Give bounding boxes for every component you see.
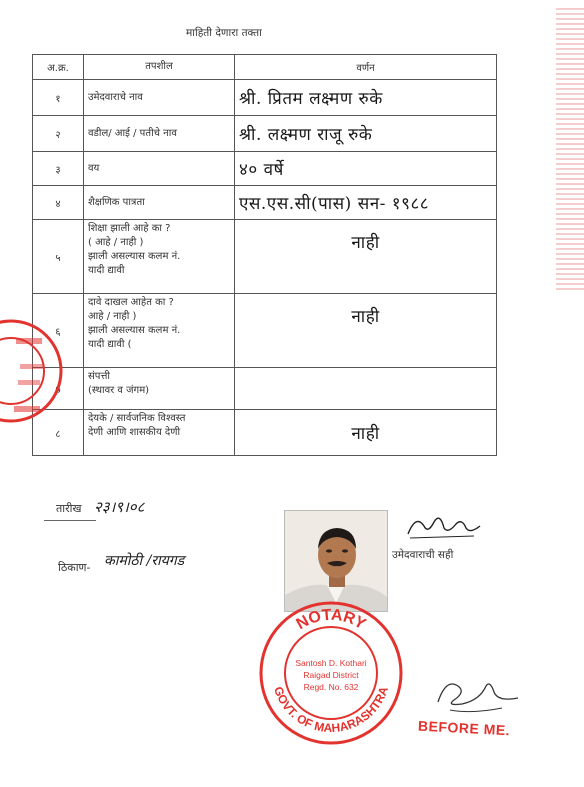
- row-label-line: शिक्षा झाली आहे का ?: [88, 223, 171, 234]
- row-value: [235, 368, 497, 410]
- row-label: [84, 368, 235, 410]
- info-table: [32, 54, 497, 456]
- table-row: [33, 220, 497, 294]
- table-row: [33, 116, 497, 152]
- row-label-line: यादी द्यावी: [88, 265, 125, 276]
- table-row: [33, 294, 497, 368]
- row-number: ८: [33, 410, 84, 456]
- seal-govt-text: GOVT. OF MAHARASHTRA: [271, 684, 391, 736]
- row-label: [84, 410, 235, 456]
- row-value: नाही: [235, 220, 497, 294]
- header-detail: तपशील: [84, 55, 235, 80]
- candidate-signature: [404, 512, 484, 546]
- row-label-line: देणी आणि शासकीय देणी: [88, 427, 181, 438]
- table-body: [33, 80, 497, 456]
- row-value: ४० वर्षे: [235, 152, 497, 186]
- notary-signature: [432, 672, 522, 722]
- place-label: ठिकाण-: [58, 561, 91, 574]
- row-value: श्री. लक्ष्मण राजू रुके: [235, 116, 497, 152]
- row-label: [84, 152, 235, 186]
- row-value: नाही: [235, 410, 497, 456]
- row-label-line: देयके / सार्वजनिक विश्वस्त: [88, 413, 186, 424]
- row-label: [84, 294, 235, 368]
- row-label: [84, 220, 235, 294]
- table-row: [33, 410, 497, 456]
- header-description: वर्णन: [235, 55, 497, 80]
- row-value: एस.एस.सी(पास) सन- १९८८: [235, 186, 497, 220]
- table-row: [33, 186, 497, 220]
- row-number: ३: [33, 152, 84, 186]
- before-me-stamp: BEFORE ME.: [417, 717, 511, 739]
- row-label: [84, 116, 235, 152]
- row-label-line: आहे / नाही ): [88, 311, 137, 322]
- seal-district: Raigad District: [303, 670, 359, 680]
- row-label-line: दावे दाखल आहेत का ?: [88, 297, 174, 308]
- table-header-row: [33, 55, 497, 80]
- row-label: [84, 186, 235, 220]
- row-label-line: ( आहे / नाही ): [88, 237, 144, 248]
- row-label-line: शैक्षणिक पात्रता: [88, 196, 145, 208]
- partial-seal-left: [0, 316, 66, 426]
- candidate-photo: [284, 510, 388, 612]
- seal-regd: Regd. No. 632: [303, 682, 359, 692]
- row-number: ५: [33, 220, 84, 294]
- date-value: २३।९।०८: [94, 498, 145, 516]
- row-label-line: वडील/ आई / पतीचे नाव: [88, 127, 177, 139]
- row-label-line: संपत्ती: [88, 371, 110, 382]
- date-underline: [44, 520, 96, 521]
- row-number: २: [33, 116, 84, 152]
- page-title: माहिती देणारा तक्ता: [186, 27, 262, 39]
- svg-text:NOTARY: [294, 607, 369, 634]
- row-label-line: झाली असल्यास कलम नं.: [88, 251, 181, 262]
- row-label-line: झाली असल्यास कलम नं.: [88, 325, 181, 336]
- seal-name: Santosh D. Kothari: [295, 658, 367, 668]
- table-row: [33, 152, 497, 186]
- seal-notary-text: NOTARY: [293, 606, 369, 634]
- row-label-line: उमेदवाराचे नाव: [88, 91, 143, 103]
- row-number: ७: [33, 368, 84, 410]
- row-number: ४: [33, 186, 84, 220]
- place-value: कामोठी /रायगड: [104, 553, 185, 569]
- row-value: श्री. प्रितम लक्ष्मण रुके: [235, 80, 497, 116]
- row-label-line: यादी द्यावी (: [88, 339, 132, 350]
- header-sr: अ.क्र.: [33, 55, 84, 80]
- table-row: [33, 80, 497, 116]
- scan-edge-stripe: [556, 8, 584, 290]
- row-value: नाही: [235, 294, 497, 368]
- row-number: ६: [33, 294, 84, 368]
- table-row: [33, 368, 497, 410]
- row-label-line: (स्थावर व जंगम): [88, 385, 150, 396]
- notary-seal: [258, 600, 404, 746]
- date-label: तारीख: [56, 502, 82, 515]
- row-label: [84, 80, 235, 116]
- signature-caption: उमेदवाराची सही: [392, 549, 454, 561]
- row-number: १: [33, 80, 84, 116]
- row-label-line: वय: [88, 162, 100, 174]
